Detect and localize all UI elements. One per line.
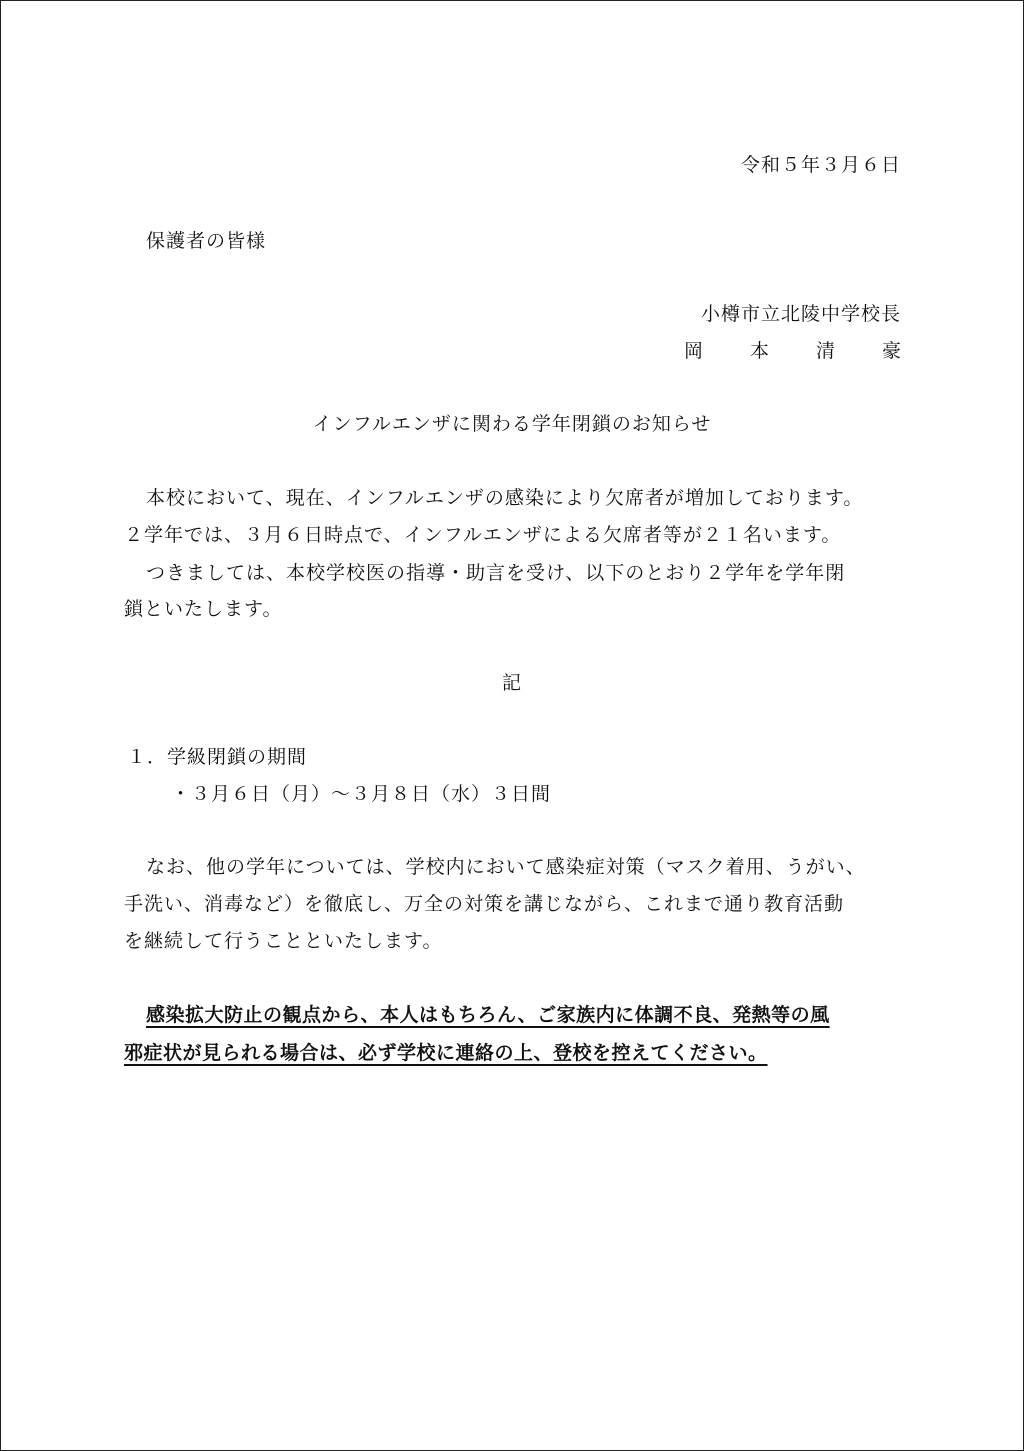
body-paragraph-1-line-2: ２学年では、３月６日時点で、インフルエンザによる欠席者等が２１名います。 xyxy=(124,524,842,546)
note-line-2: 手洗い、消毒など）を徹底し、万全の対策を講じながら、これまで通り教育活動 xyxy=(124,893,845,915)
body-paragraph-2-line-2: 鎖といたします。 xyxy=(124,598,283,620)
document-title: インフルエンザに関わる学年閉鎖のお知らせ xyxy=(312,413,712,435)
issue-date: 令和５年３月６日 xyxy=(740,154,901,176)
closure-period: ・３月６日（月）～３月８日（水）３日間 xyxy=(171,783,552,805)
recipient: 保護者の皆様 xyxy=(146,230,267,252)
sender-organization: 小樽市立北陵中学校長 xyxy=(700,303,901,325)
body-paragraph-2-line-1: つきましては、本校学校医の指導・助言を受け、以下のとおり２学年を学年閉 xyxy=(146,562,846,584)
note-line-3: を継続して行うことといたします。 xyxy=(124,930,443,952)
ki-heading: 記 xyxy=(501,672,522,694)
note-line-1: なお、他の学年については、学校内において感染症対策（マスク着用、うがい、 xyxy=(146,856,866,878)
section-1-heading: １．学級閉鎖の期間 xyxy=(127,746,308,768)
sender-name: 岡 本 清 豪 xyxy=(683,340,915,362)
emphasis-line-1: 感染拡大防止の観点から、本人はもちろん、ご家族内に体調不良、発熱等の風 xyxy=(146,1004,830,1026)
body-paragraph-1-line-1: 本校において、現在、インフルエンザの感染により欠席者が増加しております。 xyxy=(146,487,864,509)
emphasis-line-2: 邪症状が見られる場合は、必ず学校に連絡の上、登校を控えてください。 xyxy=(124,1042,768,1064)
